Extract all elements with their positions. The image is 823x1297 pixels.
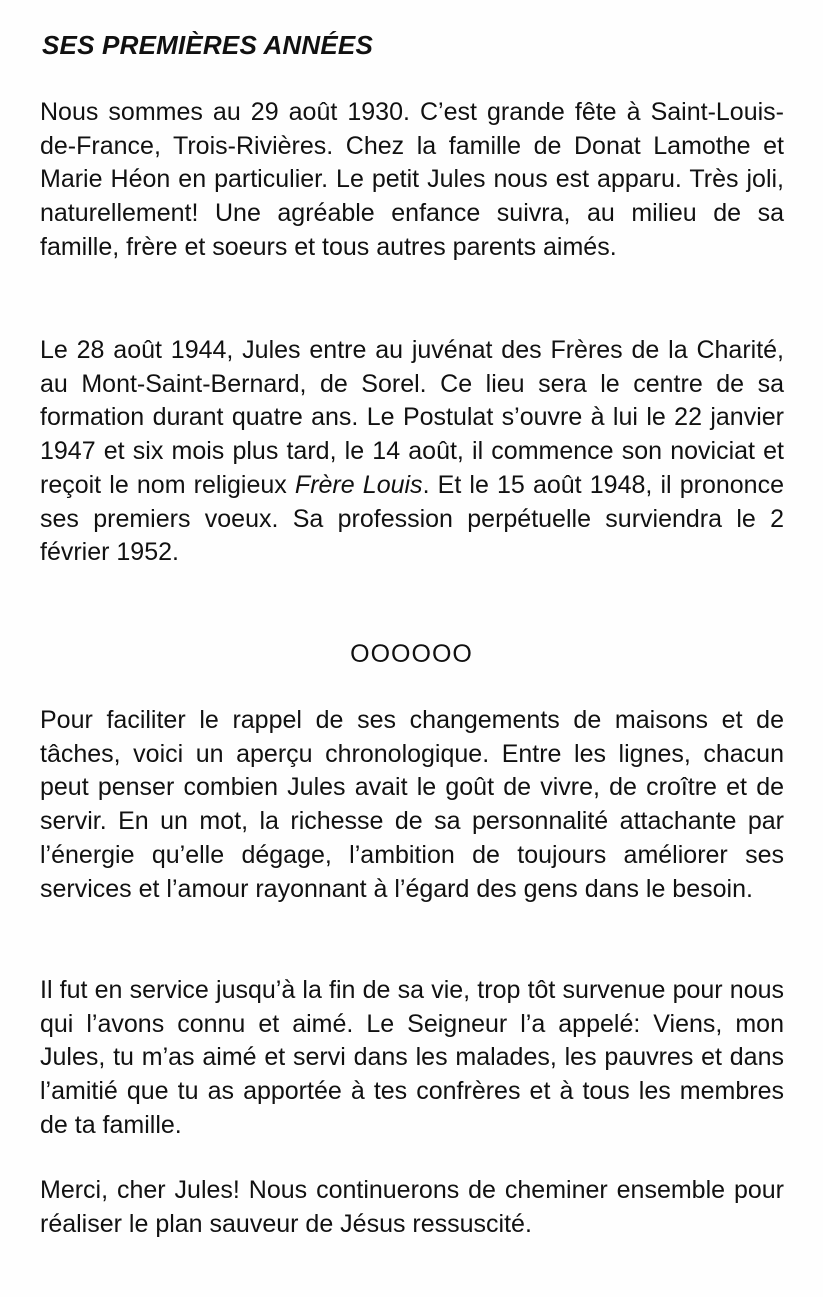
- paragraph-religious-formation: [40, 334, 784, 570]
- religious-name: Frère Louis: [294, 470, 423, 499]
- paragraph-chronology-intro: Pour faciliter le rappel de ses changements de maisons et de tâches, voici un aperçu chronologique. Entre les lignes, chacun peut penser combien Jules avait le goût de vivre, de croître et de servir. En un mot, la richesse de sa personnalité attachante par l’énergie qu’elle dégage, l’ambition de toujours améliorer ses services et l’amour rayonnant à l’égard des gens dans le besoin.: [40, 706, 784, 903]
- paragraph-2-text-end: . Et le 15 août 1948, il prononce ses premiers voeux. Sa profession perpétuelle surviendra le 2 février 1952.: [40, 470, 784, 567]
- section-separator: OOOOOO: [350, 640, 473, 668]
- paragraph-birth: Nous sommes au 29 août 1930. C’est grande fête à Saint-Louis-de-France, Trois-Rivières. Chez la famille de Donat Lamothe et Marie Héon en particulier. Le petit Jules nous est apparu. Très joli, naturellement! Une agréable enfance suivra, au milieu de sa famille, frère et soeurs et tous autres parents aimés.: [40, 98, 784, 261]
- paragraph-service: Il fut en service jusqu’à la fin de sa vie, trop tôt survenue pour nous qui l’avons connu et aimé. Le Seigneur l’a appelé: Viens, mon Jules, tu m’as aimé et servi dans les malades, les pauvres et dans l’amitié que tu as apportée à tes confrères et à tous les membres de ta famille.: [40, 976, 784, 1139]
- paragraph-closing: Merci, cher Jules! Nous continuerons de cheminer ensemble pour réaliser le plan sauveur de Jésus ressuscité.: [40, 1176, 784, 1238]
- section-heading: SES PREMIÈRES ANNÉES: [42, 30, 374, 60]
- paragraph-2-text-start: Le 28 août 1944, Jules entre au juvénat des Frères de la Charité, au Mont-Saint-Bernard, de Sorel. Ce lieu sera le centre de sa formation durant quatre ans. Le Postulat s’ouvre à lui le 22 janvier 1947 et six mois plus tard, le 14 août, il commence son noviciat et reçoit le nom religieux: [40, 336, 784, 499]
